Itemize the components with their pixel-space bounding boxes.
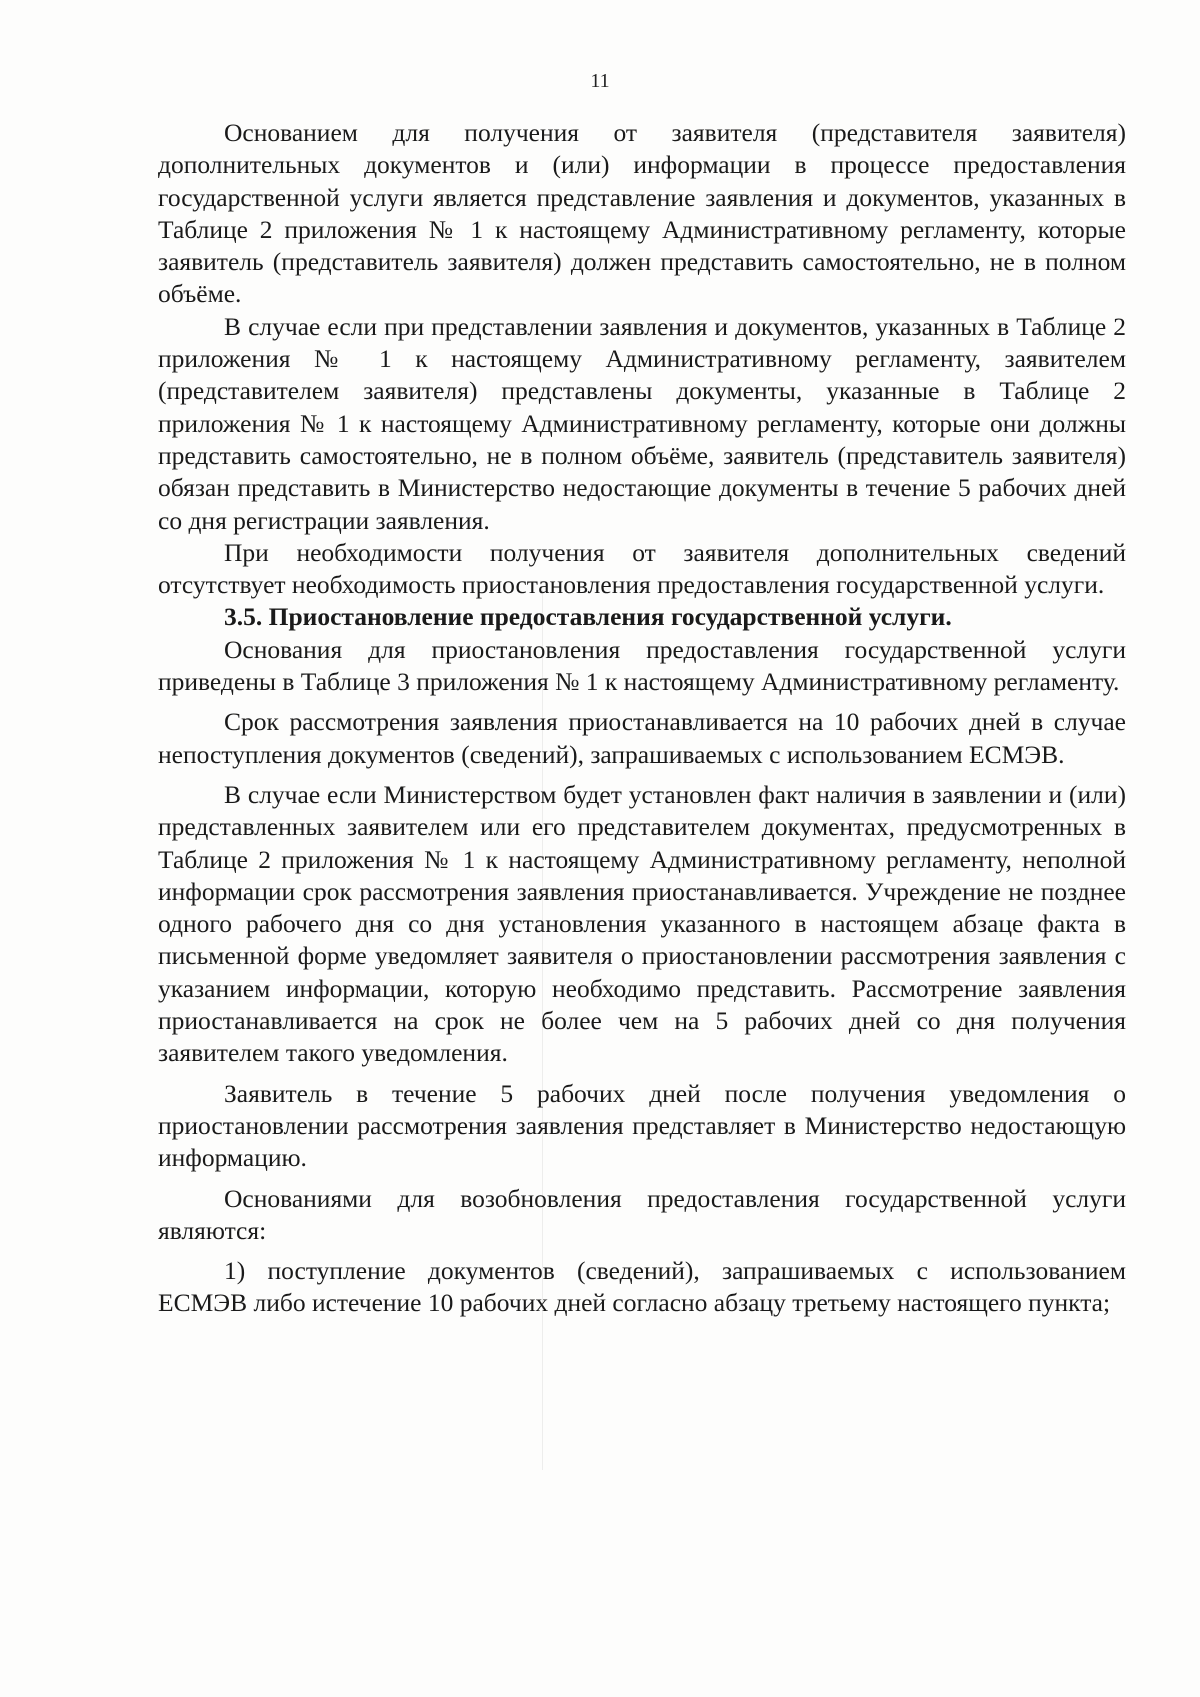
page-number: 11 — [590, 70, 610, 92]
paragraph: Основанием для получения от заявителя (представителя заявителя) дополнительных документов и (или) информации в процессе предоставления государственной услуги является представление заявления и документов, указанных в Таблице 2 приложения № 1 к настоящему Административному регламенту, которые заявитель (представитель заявителя) должен представить самостоятельно, не в полном объёме. — [158, 118, 1126, 309]
paragraph: В случае если при представлении заявления и документов, указанных в Таблице 2 приложения № 1 к настоящему Административному регламенту, заявителем (представителем заявителя) представлены документы, указанные в Таблице 2 приложения № 1 к настоящему Административному регламенту, которые они должны представить самостоятельно, не в полном объёме, заявитель (представитель заявителя) обязан представить в Министерство недостающие документы в течение 5 рабочих дней со дня регистрации заявления. — [158, 311, 1126, 535]
document-body — [158, 117, 1126, 1320]
paragraph: При необходимости получения от заявителя дополнительных сведений отсутствует необходимость приостановления предоставления государственной услуги. — [158, 537, 1126, 600]
scan-fold-line — [542, 590, 543, 1470]
paragraph: В случае если Министерством будет установлен факт наличия в заявлении и (или) представленных заявителем или его представителем документах, предусмотренных в Таблице 2 приложения № 1 к настоящему Административному регламенту, неполной информации срок рассмотрения заявления приостанавливается. Учреждение не позднее одного рабочего дня со дня установления указанного в настоящем абзаце факта в письменной форме уведомляет заявителя о приостановлении рассмотрения заявления с указанием информации, которую необходимо представить. Рассмотрение заявления приостанавливается на срок не более чем на 5 рабочих дней со дня получения заявителем такого уведомления. — [158, 779, 1126, 1068]
section-heading: 3.5. Приостановление предоставления государственной услуги. — [224, 602, 952, 632]
paragraph: Заявитель в течение 5 рабочих дней после получения уведомления о приостановлении рассмотрения заявления представляет в Министерство недостающую информацию. — [158, 1078, 1126, 1173]
paragraph: Срок рассмотрения заявления приостанавливается на 10 рабочих дней в случае непоступления документов (сведений), запрашиваемых с использованием ЕСМЭВ. — [158, 707, 1126, 769]
paragraph: Основания для приостановления предоставления государственной услуги приведены в Таблице 3 приложения № 1 к настоящему Административному регламенту. — [158, 634, 1126, 697]
list-item: 1) поступление документов (сведений), запрашиваемых с использованием ЕСМЭВ либо истечение 10 рабочих дней согласно абзацу третьему настоящего пункта; — [158, 1256, 1126, 1318]
paragraph: Основаниями для возобновления предоставления государственной услуги являются: — [158, 1183, 1126, 1245]
